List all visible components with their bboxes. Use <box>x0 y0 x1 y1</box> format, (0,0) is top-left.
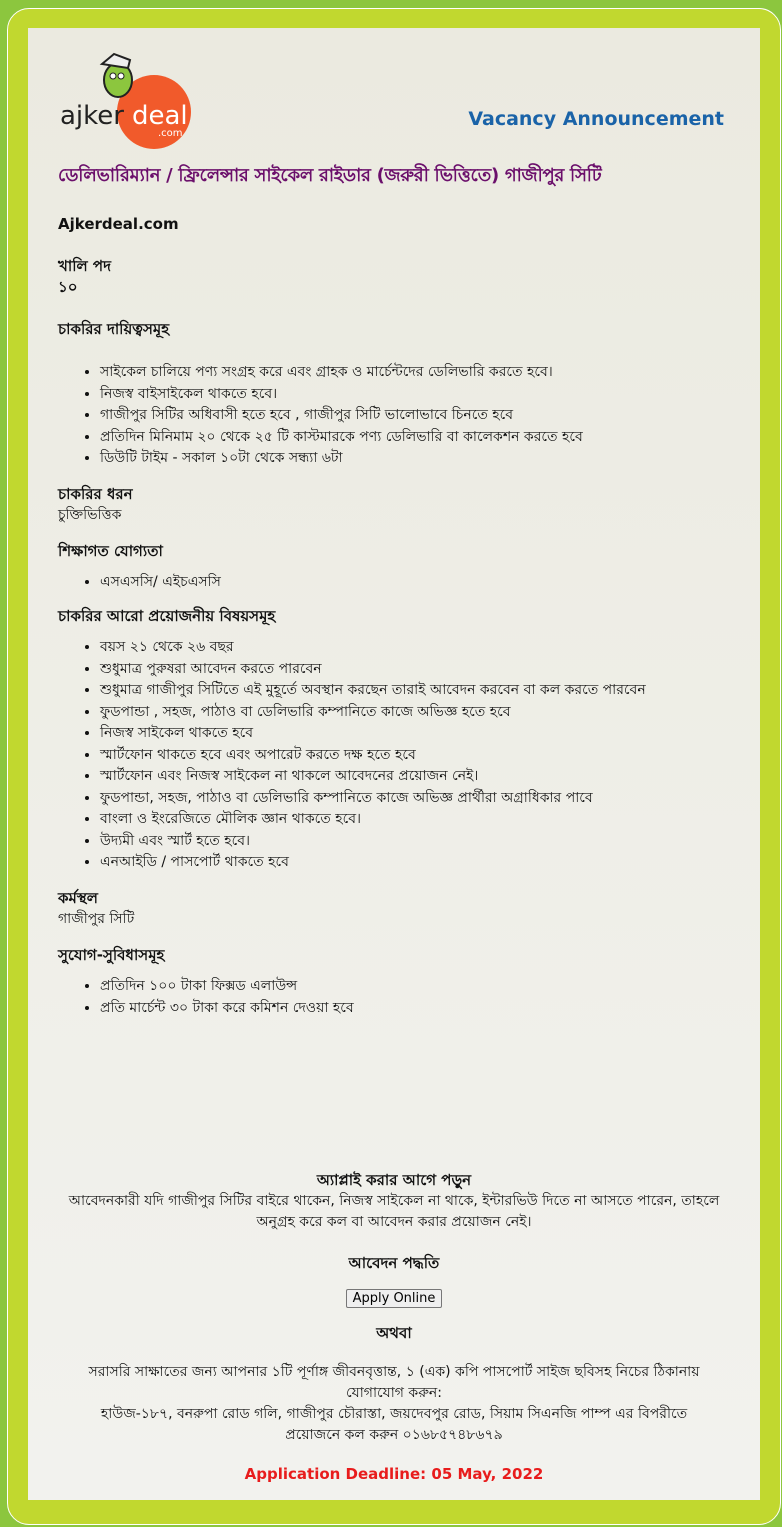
list-item: • ডিউটি টাইম - সকাল ১০টা থেকে সন্ধ্যা ৬টা <box>100 448 730 470</box>
requirements-heading: চাকরির আরো প্রয়োজনীয় বিষয়সমূহ <box>58 606 276 625</box>
list-item: • নিজস্ব সাইকেল থাকতে হবে <box>100 723 730 745</box>
job-type-value: চুক্তিভিত্তিক <box>58 507 122 523</box>
list-item: • ফুডপান্ডা , সহজ, পাঠাও বা ডেলিভারি কম্পানিতে কাজে অভিজ্ঞ হতে হবে <box>100 702 730 724</box>
list-item: • প্রতিদিন মিনিমাম ২০ থেকে ২৫ টি কাস্টমারকে পণ্য ডেলিভারি বা কালেকশন করতে হবে <box>100 427 730 449</box>
or-label: অথবা <box>376 1324 412 1342</box>
address-text: হাউজ-১৮৭, বনরুপা রোড গলি, গাজীপুর চৌরাস্তা, জয়দেবপুর রোড, সিয়াম সিএনজি পাম্প এর বিপরীতে <box>100 1406 688 1422</box>
list-item: • প্রতিদিন ১০০ টাকা ফিক্সড এলাউন্স <box>100 976 730 998</box>
responsibilities-heading: চাকরির দায়িত্বসমূহ <box>58 319 170 338</box>
list-item: • স্মার্টফোন এবং নিজস্ব সাইকেল না থাকলে আবেদনের প্রয়োজন নেই। <box>100 766 730 788</box>
list-item: • শুধুমাত্র পুরুষরা আবেদন করতে পারবেন <box>100 659 730 681</box>
job-type-heading: চাকরির ধরন <box>58 484 133 503</box>
read-before-apply-text: আবেদনকারী যদি গাজীপুর সিটির বাইরে থাকেন, নিজস্ব সাইকেল না থাকে, ইন্টারভিউ দিতে না আসতে পারেন, তাহলে অনুগ্রহ করে কল বা আবেদন করার প্রয়োজন নেই। <box>68 1193 720 1230</box>
list-item: • প্রতি মার্চেন্ট ৩০ টাকা করে কমিশন দেওয়া হবে <box>100 998 730 1020</box>
svg-text:.com: .com <box>158 128 183 139</box>
benefits-list <box>80 976 730 1019</box>
list-item: • স্মার্টফোন থাকতে হবে এবং অপারেট করতে দক্ষ হতে হবে <box>100 745 730 767</box>
list-item: • উদ্যমী এবং স্মার্ট হতে হবে। <box>100 831 730 853</box>
company-name: Ajkerdeal.com <box>58 215 179 233</box>
list-item: • শুধুমাত্র গাজীপুর সিটিতে এই মুহূর্তে অবস্থান করছেন তারাই আবেদন করবেন বা কল করতে পারবেন <box>100 680 730 702</box>
application-deadline: Application Deadline: 05 May, 2022 <box>244 1465 544 1483</box>
apply-section <box>58 1170 730 1485</box>
read-before-apply-heading: অ্যাপ্লাই করার আগে পড়ুন <box>316 1171 472 1189</box>
list-item: • ফুডপান্ডা, সহজ, পাঠাও বা ডেলিভারি কম্পানিতে কাজে অভিজ্ঞ প্রার্থীরা অগ্রাধিকার পাবে <box>100 788 730 810</box>
vacancy-label: খালি পদ <box>58 256 111 275</box>
vacancy-value: ১০ <box>58 278 78 296</box>
education-heading: শিক্ষাগত যোগ্যতা <box>58 541 163 560</box>
responsibilities-list <box>80 362 730 470</box>
call-text: প্রয়োজনে কল করুন ০১৬৮৫৭৪৮৬৭৯ <box>285 1427 503 1443</box>
requirements-list <box>80 637 730 874</box>
ajkerdeal-logo <box>58 42 198 152</box>
svg-text:deal: deal <box>132 101 188 131</box>
benefits-heading: সুযোগ-সুবিধাসমূহ <box>58 945 165 964</box>
list-item: • এনআইডি / পাসপোর্ট থাকতে হবে <box>100 852 730 874</box>
location-heading: কর্মস্থল <box>58 888 98 907</box>
vacancy-announcement-heading: Vacancy Announcement <box>468 108 724 130</box>
list-item: • নিজস্ব বাইসাইকেল থাকতে হবে। <box>100 384 730 406</box>
announcement-card <box>28 28 760 1500</box>
list-item: • বয়স ২১ থেকে ২৬ বছর <box>100 637 730 659</box>
apply-online-button[interactable]: Apply Online <box>346 1289 443 1308</box>
job-title: ডেলিভারিম্যান / ফ্রিলেন্সার সাইকেল রাইডার (জরুরী ভিত্তিতে) গাজীপুর সিটি <box>58 165 602 186</box>
list-item: • এসএসসি/ এইচএসসি <box>100 572 730 594</box>
apply-method-heading: আবেদন পদ্ধতি <box>348 1254 440 1272</box>
list-item: • বাংলা ও ইংরেজিতে মৌলিক জ্ঞান থাকতে হবে। <box>100 809 730 831</box>
svg-text:ajker: ajker <box>60 101 124 131</box>
list-item: • সাইকেল চালিয়ে পণ্য সংগ্রহ করে এবং গ্রাহক ও মার্চেন্টদের ডেলিভারি করতে হবে। <box>100 362 730 384</box>
list-item: • গাজীপুর সিটির অধিবাসী হতে হবে , গাজীপুর সিটি ভালোভাবে চিনতে হবে <box>100 405 730 427</box>
education-list <box>80 572 730 594</box>
location-value: গাজীপুর সিটি <box>58 911 135 927</box>
direct-apply-text: সরাসরি সাক্ষাতের জন্য আপনার ১টি পূর্ণাঙ্গ জীবনবৃত্তান্ত, ১ (এক) কপি পাসপোর্ট সাইজ ছবিসহ নিচের ঠিকানায় যোগাযোগ করুন: <box>88 1364 700 1401</box>
